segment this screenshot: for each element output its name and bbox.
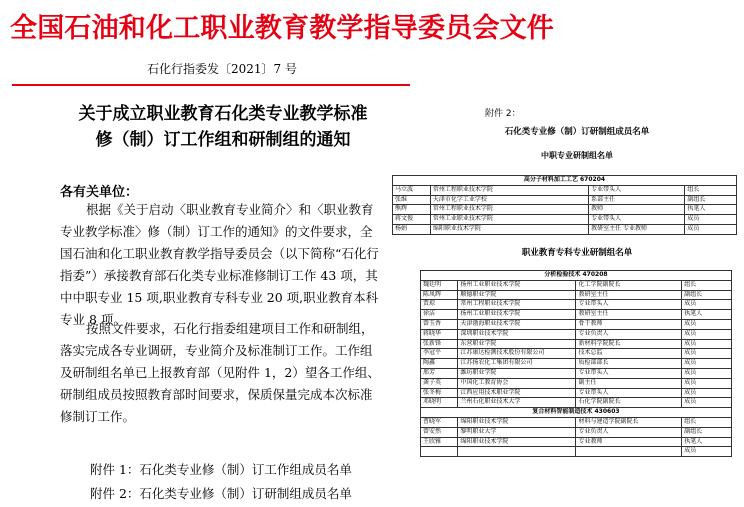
member-title: 化工学院副院长 bbox=[576, 280, 682, 290]
member-name: 李冠平 bbox=[421, 349, 458, 359]
table-group-header: 分析检验技术 470208 bbox=[421, 271, 732, 281]
member-role: 组长 bbox=[682, 417, 732, 427]
member-unit: 常州工业职业技术学院 bbox=[430, 215, 588, 225]
higher-section-title: 职业教育专科专业研制组名单 bbox=[521, 248, 633, 258]
member-title: 专业教师 bbox=[576, 437, 682, 447]
table-row bbox=[393, 205, 737, 215]
member-title: 副主任 bbox=[576, 378, 682, 388]
notice-title-line1: 关于成立职业教育石化类专业教学标准 bbox=[78, 104, 368, 124]
table-row bbox=[421, 349, 732, 359]
member-role: 成员 bbox=[682, 398, 732, 408]
member-role: 成员 bbox=[682, 329, 732, 339]
member-name: 魏廷明 bbox=[421, 280, 458, 290]
member-name: 陶鑫 bbox=[421, 359, 458, 369]
member-title: 专业带头人 bbox=[589, 215, 685, 225]
member-name: 曹晓军 bbox=[421, 417, 458, 427]
member-unit: 常州工程职业技术学院 bbox=[430, 185, 588, 195]
member-unit bbox=[458, 447, 576, 457]
member-title: 材料与建造学院副院长 bbox=[576, 417, 682, 427]
member-unit: 深圳职业技术学院 bbox=[458, 329, 576, 339]
table-row bbox=[421, 427, 732, 437]
table-row bbox=[421, 280, 732, 290]
table-row bbox=[421, 319, 732, 329]
member-title bbox=[576, 447, 682, 457]
member-role: 成员 bbox=[685, 215, 737, 225]
member-name: 龚子英 bbox=[421, 378, 458, 388]
salutation: 各有关单位： bbox=[60, 185, 139, 200]
table-row bbox=[393, 224, 737, 234]
body-paragraph-1: 根据《关于启动〈职业教育专业简介〉和〈职业教育专业教学标准〉修（制）订工作的通知》的文件要求，全国石油和化工职业教育教学指导委员会（以下简称“石化行指委”）承接教育部石化类专业标准修制订工作 43 项，其中中职专业 15 项,职业教育专科专业 20 项,职业教育本科专业 8 项。 bbox=[60, 202, 379, 327]
member-unit: 天津市化学工业学校 bbox=[430, 195, 588, 205]
member-unit: 黎明职业大学 bbox=[458, 427, 576, 437]
member-role: 执笔人 bbox=[685, 205, 737, 215]
member-role: 成员 bbox=[682, 378, 732, 388]
member-name: 蒋文俊 bbox=[393, 215, 431, 225]
member-role: 成员 bbox=[685, 224, 737, 234]
annex-title: 石化类专业修（制）订研制组成员名单 bbox=[504, 127, 650, 137]
table-row bbox=[421, 368, 732, 378]
member-role: 成员 bbox=[682, 368, 732, 378]
table-row bbox=[421, 339, 732, 349]
member-unit: 常州工程职业技术学院 bbox=[430, 205, 588, 215]
member-unit: 绵阳职业技术学院 bbox=[458, 417, 576, 427]
member-role: 成员 bbox=[682, 447, 732, 457]
member-role: 副组长 bbox=[682, 427, 732, 437]
member-role: 成员 bbox=[682, 339, 732, 349]
member-role: 成员 bbox=[682, 388, 732, 398]
attachment-2: 附件 2：石化类专业修（制）订研制组成员名单 bbox=[90, 486, 352, 501]
member-name bbox=[421, 447, 458, 457]
member-title: 技术总监 bbox=[576, 349, 682, 359]
table-row bbox=[393, 195, 737, 205]
notice-title-line2: 修（制）订工作组和研制组的通知 bbox=[95, 130, 351, 150]
member-name: 邓晓明 bbox=[421, 398, 458, 408]
member-unit: 兰州石化职业技术大学 bbox=[458, 398, 576, 408]
table-row bbox=[393, 215, 737, 225]
table-row bbox=[421, 310, 732, 320]
member-role: 执笔人 bbox=[682, 310, 732, 320]
member-role: 组长 bbox=[682, 280, 732, 290]
secondary-section-title: 中职专业研制组名单 bbox=[541, 151, 613, 160]
body-paragraph-2: 按照文件要求，石化行指委组建项目工作和研制组，落实完成各专业调研，专业简介及标准制订工作。工作组及研制组名单已上报教育部（见附件 1，2）望各工作组、研制组成员按照教育部时间要求，保质保量完成本次标准修制订工作。 bbox=[60, 321, 380, 424]
member-name: 王欣雅 bbox=[421, 437, 458, 447]
table-group-header: 复合材料智能制造技术 430603 bbox=[421, 408, 732, 418]
member-name: 张冬梅 bbox=[421, 388, 458, 398]
table-row bbox=[421, 447, 732, 457]
member-title: 专业带头人 bbox=[576, 388, 682, 398]
member-unit: 东营职业学院 bbox=[458, 339, 576, 349]
member-name: 马立波 bbox=[393, 185, 431, 195]
member-role: 组长 bbox=[685, 185, 737, 195]
member-title: 教研室主任 bbox=[576, 290, 682, 300]
member-title: 专业带头人 bbox=[589, 185, 685, 195]
table-row bbox=[421, 290, 732, 300]
member-unit: 扬州工业职业技术学院 bbox=[458, 310, 576, 320]
member-unit: 顺德职业学院 bbox=[458, 290, 576, 300]
member-unit: 江西应用技术职业学院 bbox=[458, 388, 576, 398]
member-unit: 绵阳职业技术学院 bbox=[458, 437, 576, 447]
attachment-1: 附件 1：石化类专业修（制）订工作组成员名单 bbox=[90, 462, 352, 477]
annex-label: 附件 2： bbox=[485, 109, 521, 119]
member-role: 成员 bbox=[682, 319, 732, 329]
member-name: 曾玉香 bbox=[421, 319, 458, 329]
member-title: 系部主任 bbox=[589, 195, 685, 205]
member-unit: 江苏康达检测技术股份有限公司 bbox=[458, 349, 576, 359]
table-row bbox=[421, 300, 732, 310]
table-row bbox=[421, 378, 732, 388]
member-role: 成员 bbox=[682, 359, 732, 369]
member-name: 贾琼 bbox=[421, 300, 458, 310]
member-title: 骨干教师 bbox=[576, 319, 682, 329]
member-name: 曾安然 bbox=[421, 427, 458, 437]
member-name: 张新锋 bbox=[421, 339, 458, 349]
member-name: 张维 bbox=[393, 195, 431, 205]
red-divider-line bbox=[12, 84, 410, 86]
table-row bbox=[421, 417, 732, 427]
member-unit: 江苏扬农化工集团有限公司 bbox=[458, 359, 576, 369]
member-title: 专业负责人 bbox=[576, 427, 682, 437]
table-row bbox=[421, 329, 732, 339]
member-name: 陈凤辉 bbox=[421, 290, 458, 300]
member-unit: 扬州工业职业技术学院 bbox=[458, 280, 576, 290]
member-title: 教研室主任 bbox=[576, 310, 682, 320]
table-row bbox=[393, 185, 737, 195]
document-number: 石化行指委发〔2021〕7 号 bbox=[147, 62, 297, 76]
table-group-header: 高分子材料加工工艺 670204 bbox=[393, 176, 737, 186]
member-role: 副组长 bbox=[685, 195, 737, 205]
member-title: 教师 bbox=[589, 205, 685, 215]
table-row bbox=[421, 398, 732, 408]
member-name: 熊辉 bbox=[393, 205, 431, 215]
member-title: 新材料学院院长 bbox=[576, 339, 682, 349]
member-title: 专业带头人 bbox=[576, 300, 682, 310]
member-unit: 潍坊职业学院 bbox=[458, 368, 576, 378]
member-title: 教研室主任 专业教师 bbox=[589, 224, 685, 234]
member-name: 徐洁 bbox=[421, 310, 458, 320]
member-unit: 天津渤海职业技术学院 bbox=[458, 319, 576, 329]
member-name: 杨娟 bbox=[393, 224, 431, 234]
member-title: 专业负责人 bbox=[576, 329, 682, 339]
member-title: 质检部部长 bbox=[576, 359, 682, 369]
member-name: 蒋晓华 bbox=[421, 329, 458, 339]
member-unit: 中国化工教育协会 bbox=[458, 378, 576, 388]
table-row bbox=[421, 388, 732, 398]
member-name: 邢芳 bbox=[421, 368, 458, 378]
table-row bbox=[421, 437, 732, 447]
document-banner: 全国石油和化工职业教育教学指导委员会文件 bbox=[10, 13, 554, 44]
member-unit: 绵阳职业技术学院 bbox=[430, 224, 588, 234]
table-row bbox=[421, 359, 732, 369]
member-title: 石化学院副院长 bbox=[576, 398, 682, 408]
member-role: 成员 bbox=[682, 349, 732, 359]
member-role: 成员 bbox=[682, 300, 732, 310]
member-title: 专业带头人 bbox=[576, 368, 682, 378]
member-role: 副组长 bbox=[682, 290, 732, 300]
member-unit: 常州工程职业技术学院 bbox=[458, 300, 576, 310]
secondary-member-table bbox=[392, 175, 737, 235]
member-role: 执笔人 bbox=[682, 437, 732, 447]
higher-member-table bbox=[420, 270, 732, 457]
